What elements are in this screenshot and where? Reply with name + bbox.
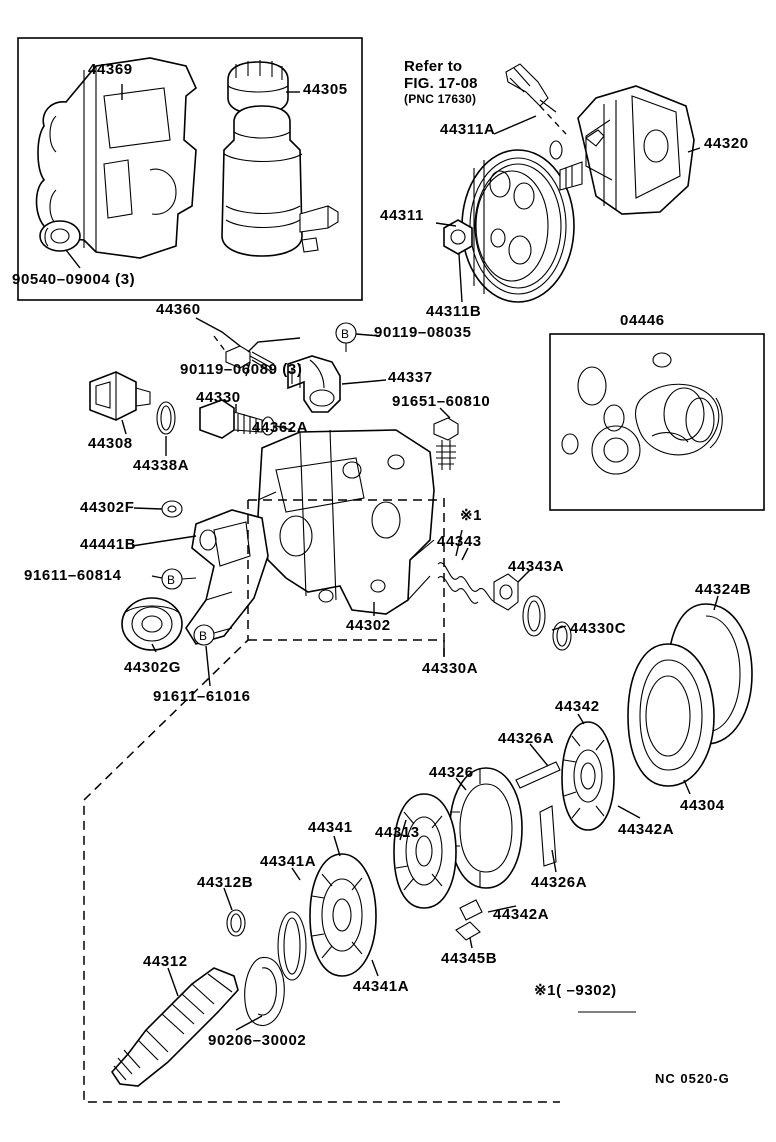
label-note-marker-44343: ※1 (460, 507, 483, 524)
svg-text:B: B (199, 629, 208, 643)
part-44360-reservoir (222, 106, 338, 256)
part-44304-cover (628, 644, 714, 786)
label-44360: 44360 (156, 301, 201, 318)
label-44341A-upper: 44341A (260, 853, 317, 870)
label-90206-30002: 90206–30002 (208, 1032, 307, 1049)
label-44320: 44320 (704, 135, 749, 152)
label-44311A: 44311A (440, 121, 496, 138)
label-44369: 44369 (88, 61, 133, 78)
label-44342A-right: 44342A (618, 821, 675, 838)
part-90540-grommet (40, 221, 80, 251)
label-44343A: 44343A (508, 558, 565, 575)
refer-note (404, 58, 478, 105)
refer-line3: (PNC 17630) (404, 91, 477, 106)
label-44312B: 44312B (197, 874, 254, 891)
label-44338A: 44338A (133, 457, 190, 474)
label-91611-61016: 91611–61016 (153, 688, 251, 705)
label-44312: 44312 (143, 953, 188, 970)
figure-code: NC 0520-G (655, 1071, 730, 1086)
part-91651-60810-bolt (434, 418, 458, 470)
svg-text:B: B (341, 327, 350, 341)
part-44326-cam-ring (450, 768, 522, 888)
label-44342A-lower: 44342A (493, 906, 550, 923)
label-90540-09004: 90540–09004 (3) (12, 271, 136, 288)
part-44320-bracket (560, 86, 694, 214)
part-90119-08035-bolt (336, 323, 356, 352)
label-44311B: 44311B (426, 303, 482, 320)
part-44312B-ring (227, 910, 245, 936)
label-44362A: 44362A (252, 419, 309, 436)
part-44308-plug (90, 372, 150, 420)
label-90119-06089: 90119–06089 (3) (180, 361, 303, 378)
label-44330A: 44330A (422, 660, 479, 677)
part-44341A-oring (278, 912, 306, 980)
label-44304: 44304 (680, 797, 725, 814)
part-90206-30002-washer (245, 957, 285, 1025)
label-44302G: 44302G (124, 659, 181, 676)
label-44345B: 44345B (441, 950, 498, 967)
label-44441B: 44441B (80, 536, 137, 553)
label-44311: 44311 (380, 207, 424, 224)
label-04446: 04446 (620, 312, 665, 329)
label-44326: 44326 (429, 764, 474, 781)
label-44337: 44337 (388, 369, 433, 386)
label-44308: 44308 (88, 435, 133, 452)
label-44330C: 44330C (570, 620, 627, 637)
label-44313: 44313 (375, 824, 420, 841)
label-91651-60810: 91651–60810 (392, 393, 491, 410)
part-44345B-key (456, 922, 480, 940)
part-44302-pump-body (258, 430, 434, 614)
part-44313-rotor (394, 794, 456, 908)
label-44324B: 44324B (695, 581, 752, 598)
label-44305: 44305 (303, 81, 348, 98)
label-44343: 44343 (437, 533, 482, 550)
svg-text:B: B (167, 573, 176, 587)
part-44338A-oring (157, 402, 175, 434)
part-44311A-connector (506, 64, 566, 159)
part-44311-pulley (462, 150, 574, 302)
label-44341: 44341 (308, 819, 353, 836)
part-04446-seal-kit (562, 353, 722, 474)
label-44342: 44342 (555, 698, 600, 715)
label-44326A-lower: 44326A (531, 874, 588, 891)
label-91611-60814: 91611–60814 (24, 567, 122, 584)
label-90119-08035: 90119–08035 (374, 324, 472, 341)
label-44302F: 44302F (80, 499, 135, 516)
part-44343-spring (438, 563, 498, 604)
label-44302: 44302 (346, 617, 391, 634)
part-44343A-seat (494, 574, 518, 610)
part-91611-60814-bolt (162, 569, 196, 589)
label-44341A-lower: 44341A (353, 978, 410, 995)
note-text: ※1( –9302) (534, 982, 617, 999)
part-44330C-oring (523, 596, 571, 650)
part-44302G-bearing (122, 598, 182, 650)
refer-line2: FIG. 17-08 (404, 75, 478, 93)
part-44341-plate (310, 854, 376, 976)
part-44342-rotor (562, 722, 614, 830)
refer-line1: Refer to (404, 58, 463, 75)
part-44441B-bracket (186, 510, 268, 644)
label-44326A-upper: 44326A (498, 730, 555, 747)
part-44302F-washer (162, 501, 182, 517)
label-44330: 44330 (196, 389, 241, 406)
